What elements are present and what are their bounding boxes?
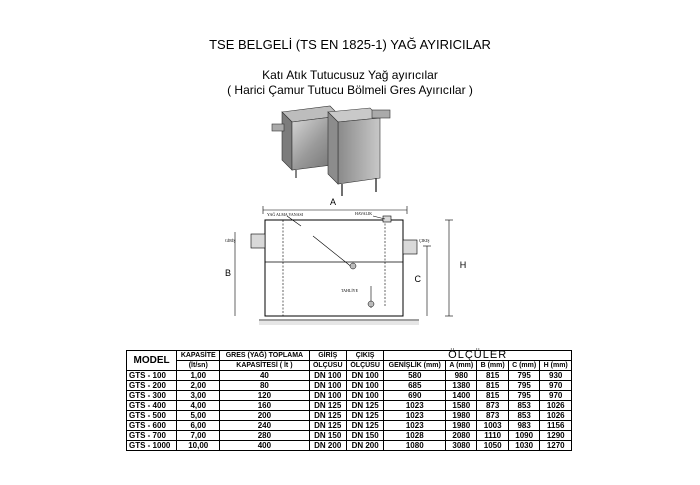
cell-giris: DN 125 — [309, 411, 346, 421]
cell-gres: 280 — [220, 431, 309, 441]
cell-c: 983 — [508, 421, 540, 431]
table-row — [127, 441, 572, 451]
cell-b: 815 — [477, 381, 509, 391]
cell-kapasite: 2,00 — [177, 381, 220, 391]
cell-c: 853 — [508, 401, 540, 411]
cell-genislik: 1028 — [384, 431, 446, 441]
table-row — [127, 381, 572, 391]
cell-giris: DN 100 — [309, 371, 346, 381]
header-a: A (mm) — [446, 361, 477, 371]
cell-a: 3080 — [446, 441, 477, 451]
cell-kapasite: 5,00 — [177, 411, 220, 421]
cell-model: GTS - 200 — [127, 381, 177, 391]
cell-b: 815 — [477, 391, 509, 401]
cell-genislik: 1080 — [384, 441, 446, 451]
spec-table-body — [127, 371, 572, 451]
cell-gres: 160 — [220, 401, 309, 411]
cell-a: 1980 — [446, 421, 477, 431]
dim-h-label: H — [459, 260, 467, 270]
cell-b: 873 — [477, 401, 509, 411]
header-giris: GİRİŞ — [309, 351, 346, 361]
cell-model: GTS - 400 — [127, 401, 177, 411]
table-row — [127, 391, 572, 401]
cell-a: 1380 — [446, 381, 477, 391]
header-model: MODEL — [127, 351, 177, 371]
cell-model: GTS - 100 — [127, 371, 177, 381]
cell-c: 1090 — [508, 431, 540, 441]
cell-c: 795 — [508, 391, 540, 401]
document-title: TSE BELGELİ (TS EN 1825-1) YAĞ AYIRICILAR — [209, 37, 491, 52]
cell-cikis: DN 125 — [346, 411, 383, 421]
cell-h: 1156 — [540, 421, 572, 431]
cell-kapasite: 4,00 — [177, 401, 220, 411]
cell-genislik: 580 — [384, 371, 446, 381]
cell-kapasite: 3,00 — [177, 391, 220, 401]
cell-genislik: 1023 — [384, 411, 446, 421]
cell-giris: DN 100 — [309, 381, 346, 391]
header-olculer: ÖLÇÜLER — [384, 351, 572, 361]
cell-a: 2080 — [446, 431, 477, 441]
header-kapasite-unit: (lt/sn) — [177, 361, 220, 371]
cell-h: 970 — [540, 391, 572, 401]
cell-h: 970 — [540, 381, 572, 391]
cell-model: GTS - 1000 — [127, 441, 177, 451]
label-havalik: HAVALIK — [355, 211, 373, 216]
cell-gres: 120 — [220, 391, 309, 401]
table-row — [127, 431, 572, 441]
dim-c-label: C — [414, 274, 421, 284]
cell-kapasite: 6,00 — [177, 421, 220, 431]
header-gres-unit: KAPASİTESİ ( lt ) — [220, 361, 309, 371]
header-cikis-sub: ÖLÇÜSU — [346, 361, 383, 371]
label-cikis: ÇIKIŞ — [419, 238, 430, 243]
cell-cikis: DN 100 — [346, 371, 383, 381]
header-c: C (mm) — [508, 361, 540, 371]
cell-giris: DN 200 — [309, 441, 346, 451]
cell-genislik: 690 — [384, 391, 446, 401]
cell-genislik: 1023 — [384, 401, 446, 411]
header-b: B (mm) — [477, 361, 509, 371]
cell-a: 1580 — [446, 401, 477, 411]
table-row — [127, 411, 572, 421]
cell-h: 930 — [540, 371, 572, 381]
cell-model: GTS - 300 — [127, 391, 177, 401]
header-kapasite: KAPASİTE — [177, 351, 220, 361]
cell-giris: DN 125 — [309, 421, 346, 431]
subtitle-secondary: ( Harici Çamur Tutucu Bölmeli Gres Ayırıcılar ) — [227, 83, 473, 97]
cell-giris: DN 150 — [309, 431, 346, 441]
cell-h: 1026 — [540, 401, 572, 411]
cell-b: 1110 — [477, 431, 509, 441]
cell-model: GTS - 600 — [127, 421, 177, 431]
cell-gres: 40 — [220, 371, 309, 381]
cell-genislik: 685 — [384, 381, 446, 391]
cell-model: GTS - 700 — [127, 431, 177, 441]
cell-b: 815 — [477, 371, 509, 381]
cell-giris: DN 100 — [309, 391, 346, 401]
cell-gres: 200 — [220, 411, 309, 421]
cell-a: 980 — [446, 371, 477, 381]
header-h: H (mm) — [540, 361, 572, 371]
cell-c: 795 — [508, 371, 540, 381]
cell-gres: 240 — [220, 421, 309, 431]
table-row — [127, 401, 572, 411]
cell-b: 873 — [477, 411, 509, 421]
technical-drawing — [205, 196, 485, 331]
cell-genislik: 1023 — [384, 421, 446, 431]
cell-h: 1290 — [540, 431, 572, 441]
subtitle-primary: Katı Atık Tutucusuz Yağ ayırıcılar — [262, 68, 438, 82]
label-yag-alma: YAĞ ALMA VANASI — [267, 212, 304, 217]
cell-a: 1980 — [446, 411, 477, 421]
separator-photo — [268, 100, 398, 200]
cell-h: 1270 — [540, 441, 572, 451]
cell-cikis: DN 100 — [346, 391, 383, 401]
cell-kapasite: 7,00 — [177, 431, 220, 441]
cell-cikis: DN 125 — [346, 401, 383, 411]
cell-cikis: DN 125 — [346, 421, 383, 431]
cell-b: 1003 — [477, 421, 509, 431]
table-row — [127, 371, 572, 381]
cell-c: 1030 — [508, 441, 540, 451]
spec-table — [126, 350, 572, 451]
cell-giris: DN 125 — [309, 401, 346, 411]
table-row — [127, 421, 572, 431]
header-gres: GRES (YAĞ) TOPLAMA — [220, 351, 309, 361]
cell-cikis: DN 150 — [346, 431, 383, 441]
dim-a-label: A — [329, 197, 337, 207]
cell-cikis: DN 200 — [346, 441, 383, 451]
cell-kapasite: 10,00 — [177, 441, 220, 451]
header-cikis: ÇIKIŞ — [346, 351, 383, 361]
cell-kapasite: 1,00 — [177, 371, 220, 381]
cell-cikis: DN 100 — [346, 381, 383, 391]
label-giris: GİRİŞ — [225, 238, 236, 243]
header-giris-sub: ÖLÇÜSU — [309, 361, 346, 371]
cell-gres: 80 — [220, 381, 309, 391]
cell-c: 795 — [508, 381, 540, 391]
cell-c: 853 — [508, 411, 540, 421]
cell-gres: 400 — [220, 441, 309, 451]
cell-a: 1400 — [446, 391, 477, 401]
cell-model: GTS - 500 — [127, 411, 177, 421]
cell-h: 1026 — [540, 411, 572, 421]
label-tahliye: TAHLİYE — [341, 288, 359, 293]
header-genislik: GENİŞLİK (mm) — [384, 361, 446, 371]
dim-b-label: B — [224, 268, 231, 278]
cell-b: 1050 — [477, 441, 509, 451]
